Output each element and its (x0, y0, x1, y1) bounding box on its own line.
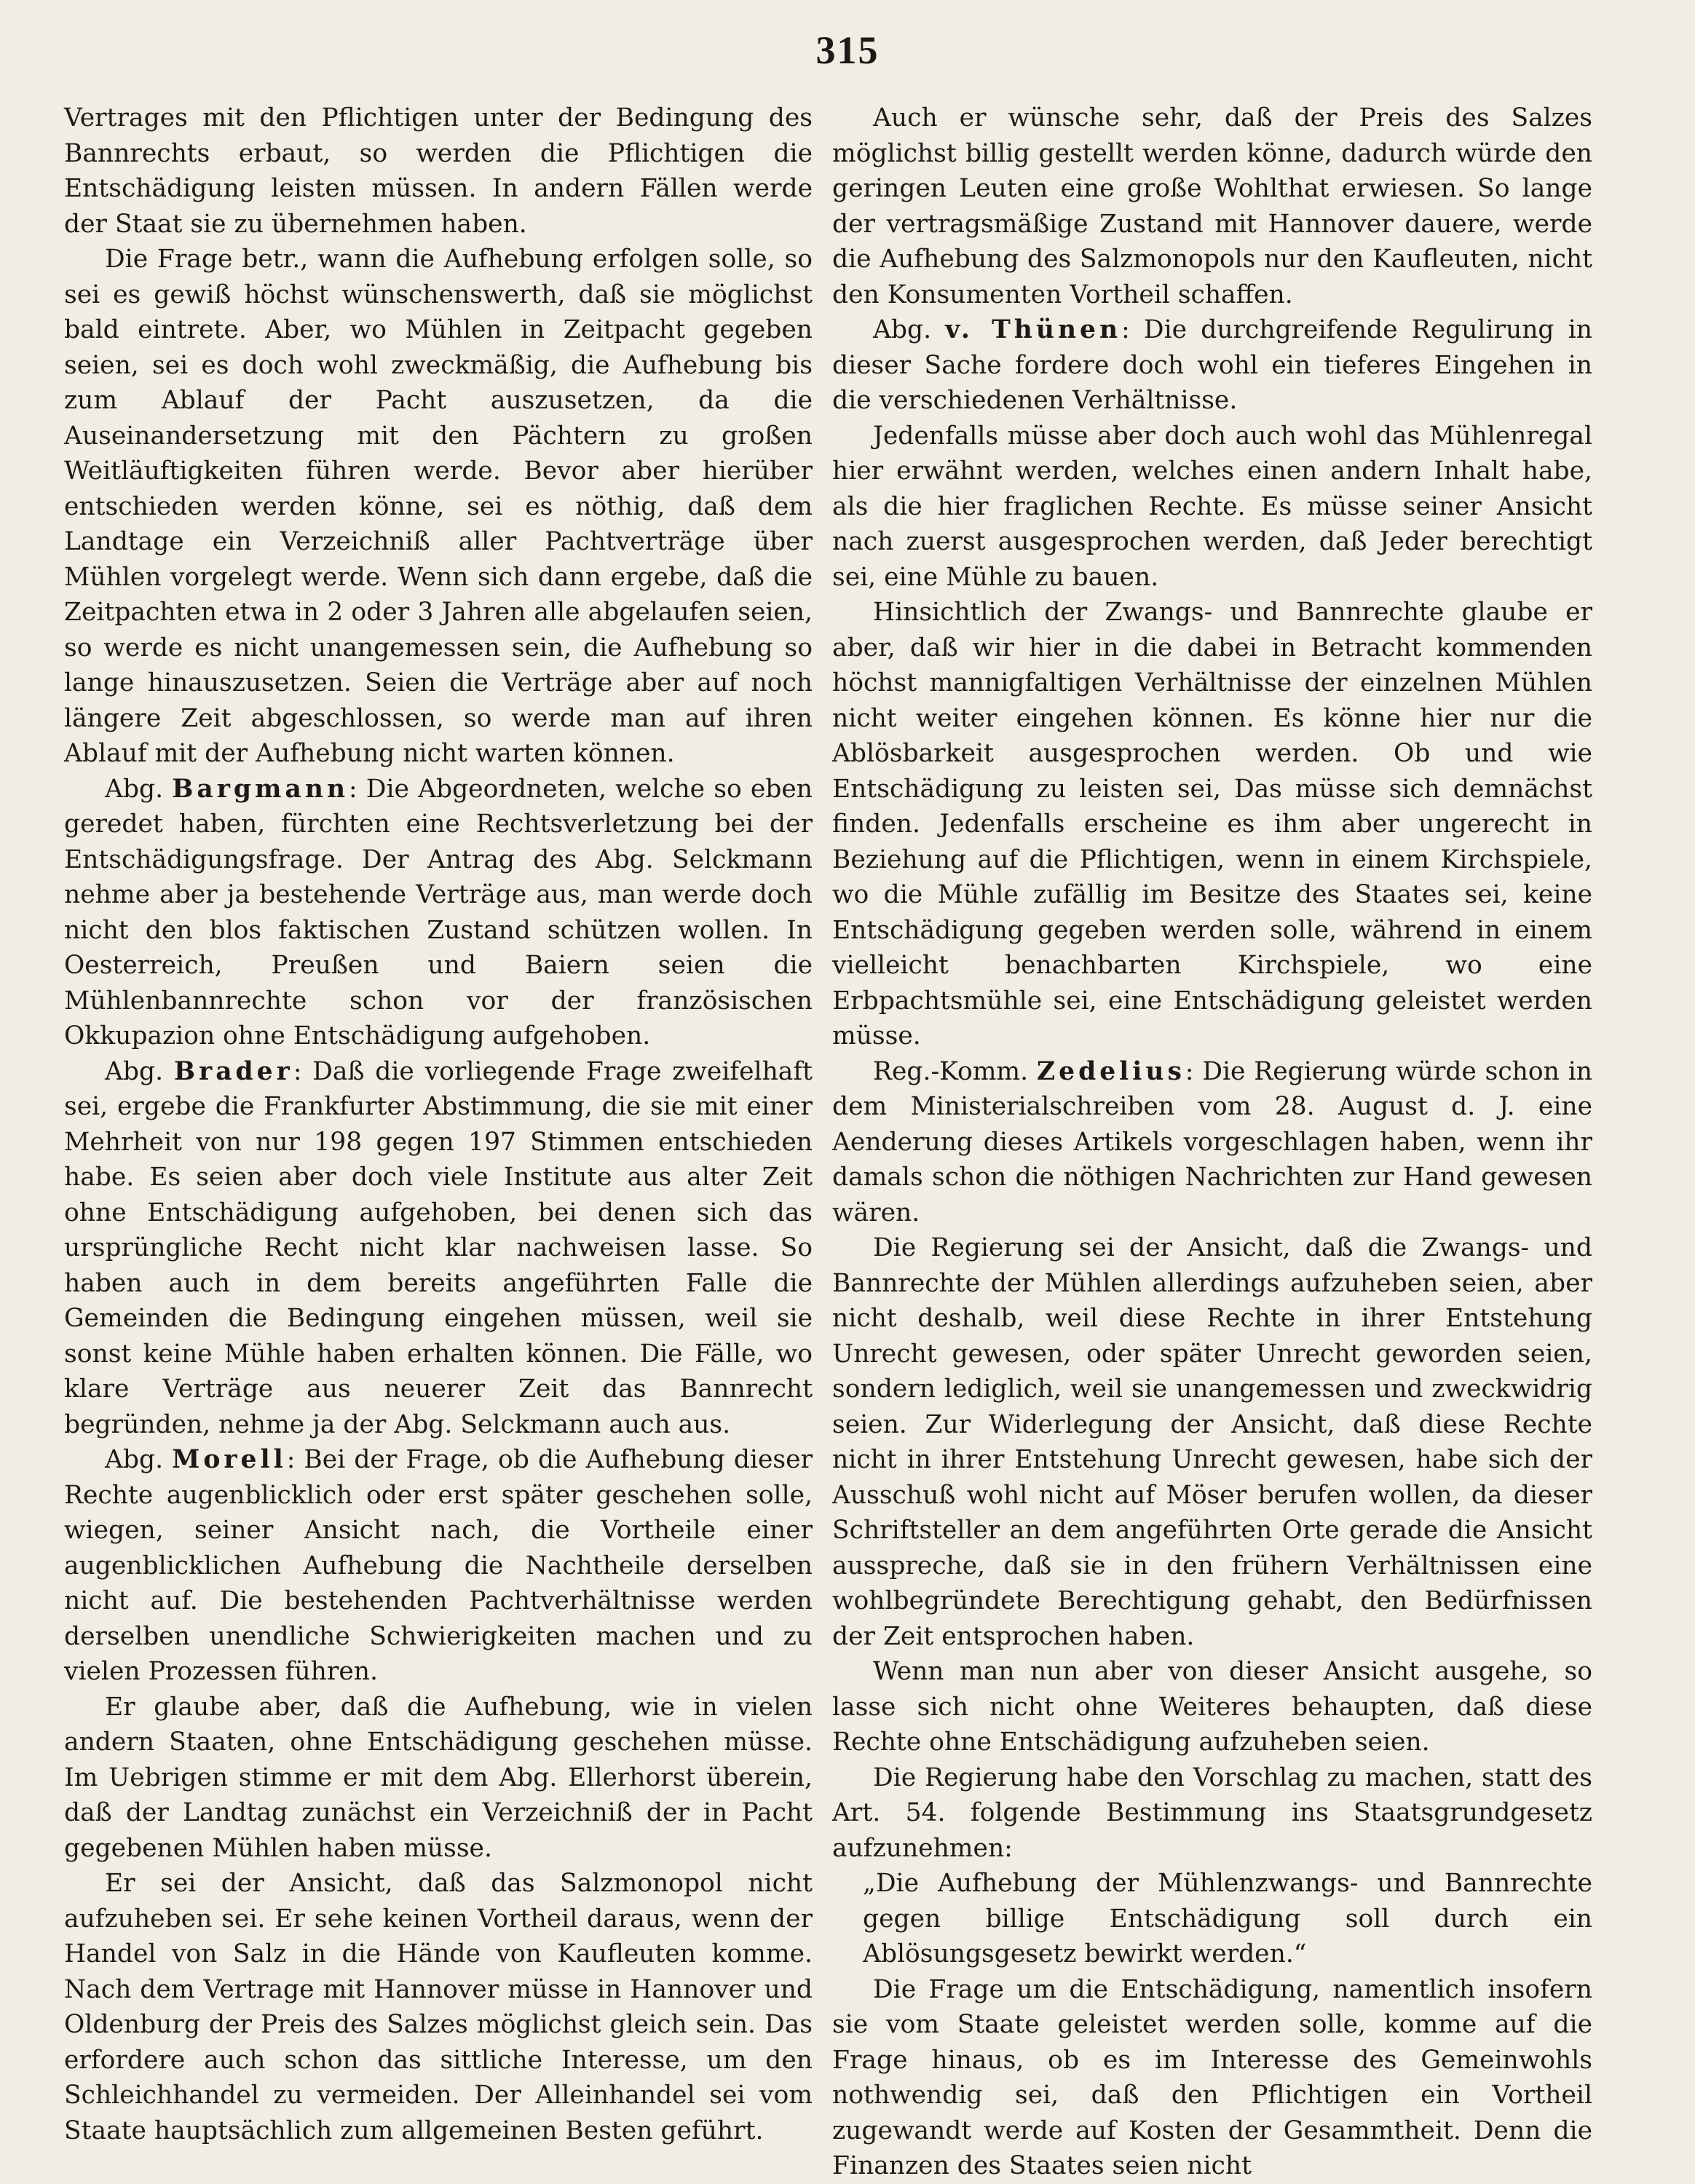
speaker-name: Zedelius (1036, 1056, 1185, 1086)
left-paragraph-5 (64, 1442, 813, 1690)
speaker-title: Abg. (105, 1056, 174, 1086)
right-paragraph-1: Auch er wünsche sehr, daß der Preis des Salzes möglichst billig gestellt werden könne, dadurch würde den geringen Leuten eine große Wohlthat erwiesen. So lange der vertragsmäßige Zustand mit Hannover dauere, werde die Aufhebung des Salzmonopols nur den Kaufleuten, nicht den Konsumenten Vortheil schaffen. (832, 103, 1592, 309)
speech-text: : Daß die vorliegende Frage zweifelhaft sei, ergebe die Frankfurter Abstimmung, die sie mit einer Mehrheit von nur 198 gegen 197 Stimmen entschieden habe. Es seien aber doch viele Institute aus alter Zeit ohne Entschädigung aufgehoben, bei denen sich das ursprüngliche Recht nicht klar nachweisen lasse. So haben auch in dem bereits angeführten Falle die Gemeinden die Bedingung eingehen müssen, weil sie sonst keine Mühle haben erhalten können. Die Fälle, wo klare Verträge aus neuerer Zeit das Bannrecht begründen, nehme ja der Abg. Selckmann auch aus. (64, 1056, 813, 1439)
speech-text: : Die durchgreifende Regulirung in dieser Sache fordere doch wohl ein tieferes Eingehen in die verschiedenen Verhältnisse. (832, 315, 1592, 415)
left-column (64, 100, 813, 2148)
right-paragraph-8: Die Regierung habe den Vorschlag zu machen, statt des Art. 54. folgende Bestimmung ins Staatsgrundgesetz aufzunehmen: (832, 1762, 1592, 1863)
right-paragraph-6: Die Regierung sei der Ansicht, daß die Zwangs- und Bannrechte der Mühlen allerdings aufzuheben seien, aber nicht deshalb, weil diese Rechte in ihrer Entstehung Unrecht gewesen, oder später Unrecht geworden seien, sondern lediglich, weil sie unangemessen und zweckwidrig seien. Zur Widerlegung der Ansicht, daß diese Rechte nicht in ihrer Entstehung Unrecht gewesen, habe sich der Ausschuß wohl nicht auf Möser berufen wollen, da dieser Schriftsteller an dem angeführten Orte gerade die Ansicht ausspreche, daß sie in den frühern Verhältnissen eine wohlbegründete Berechtigung gehabt, den Bedürfnissen der Zeit entsprochen haben. (832, 1233, 1592, 1651)
right-paragraph-9: Die Frage um die Entschädigung, namentlich insofern sie vom Staate geleistet werden solle, komme auf die Frage hinaus, ob es im Interesse des Gemeinwohls nothwendig sei, daß den Pflichtigen ein Vortheil zugewandt werde auf Kosten der Gesammtheit. Denn die Finanzen des Staates seien nicht (832, 1974, 1592, 2180)
speaker-title: Abg. (105, 774, 173, 804)
speaker-name: Bargmann (172, 774, 349, 804)
speech-text: : Die Regierung würde schon in dem Ministerialschreiben vom 28. August d. J. eine Aenderung dieses Artikels vorgeschlagen haben, wenn ihr damals schon die nöthigen Nachrichten zur Hand gewesen wären. (832, 1056, 1592, 1227)
right-paragraph-3: Jedenfalls müsse aber doch auch wohl das Mühlenregal hier erwähnt werden, welches einen andern Inhalt habe, als die hier fraglichen Rechte. Es müsse seiner Ansicht nach zuerst ausgesprochen werden, daß Jeder berechtigt sei, eine Mühle zu bauen. (832, 421, 1592, 592)
speaker-name: v. Thünen (945, 315, 1122, 344)
speaker-name: Morell (172, 1445, 287, 1474)
left-paragraph-6: Er glaube aber, daß die Aufhebung, wie in vielen andern Staaten, ohne Entschädigung geschehen müsse. Im Uebrigen stimme er mit dem Abg. Ellerhorst überein, daß der Landtag zunächst ein Verzeichniß der in Pacht gegebenen Mühlen haben müsse. (64, 1692, 813, 1863)
page-number: 315 (815, 28, 880, 72)
right-column (832, 100, 1592, 2184)
proposal-quote: „Die Aufhebung der Mühlenzwangs- und Bannrechte gegen billige Entschädigung soll durch ein Ablösungsgesetz bewirkt werden.“ (863, 1869, 1592, 1969)
speaker-title: Abg. (873, 315, 946, 344)
left-paragraph-2: Die Frage betr., wann die Aufhebung erfolgen solle, so sei es gewiß höchst wünschenswerth, daß sie möglichst bald eintrete. Aber, wo Mühlen in Zeitpacht gegeben seien, sei es doch wohl zweckmäßig, die Aufhebung bis zum Ablauf der Pacht auszusetzen, da die Auseinandersetzung mit den Pächtern zu großen Weitläuftigkeiten führen werde. Bevor aber hierüber entschieden werden könne, sei es nöthig, daß dem Landtage ein Verzeichniß aller Pachtverträge über Mühlen vorgelegt werde. Wenn sich dann ergebe, daß die Zeitpachten etwa in 2 oder 3 Jahren alle abgelaufen seien, so werde es nicht unangemessen sein, die Aufhebung so lange hinauszusetzen. Seien die Verträge aber auf noch längere Zeit abgeschlossen, so werde man auf ihren Ablauf mit der Aufhebung nicht warten können. (64, 245, 813, 768)
speech-text: : Bei der Frage, ob die Aufhebung dieser Rechte augenblicklich oder erst später geschehen solle, wiegen, seiner Ansicht nach, die Vortheile einer augenblicklichen Aufhebung die Nachtheile derselben nicht auf. Die bestehenden Pachtverhältnisse werden derselben unendliche Schwierigkeiten machen und zu vielen Prozessen führen. (64, 1445, 813, 1686)
left-paragraph-3 (64, 772, 813, 1054)
speaker-title: Abg. (105, 1445, 173, 1474)
speaker-title: Reg.-Komm. (873, 1056, 1037, 1086)
left-paragraph-4 (64, 1054, 813, 1443)
left-paragraph-7: Er sei der Ansicht, daß das Salzmonopol nicht aufzuheben sei. Er sehe keinen Vortheil daraus, wenn der Handel von Salz in die Hände von Kaufleuten komme. Nach dem Vertrage mit Hannover müsse in Hannover und Oldenburg der Preis des Salzes möglichst gleich sein. Das erfordere auch schon das sittliche Interesse, um den Schleichhandel zu vermeiden. Der Alleinhandel sei vom Staate hauptsächlich zum allgemeinen Besten geführt. (64, 1869, 813, 2145)
right-paragraph-5 (832, 1054, 1592, 1231)
speaker-name: Brader (173, 1056, 293, 1086)
left-paragraph-1: Vertrages mit den Pflichtigen unter der Bedingung des Bannrechts erbaut, so werden die Pflichtigen die Entschädigung leisten müssen. In andern Fällen werde der Staat sie zu übernehmen haben. (64, 103, 813, 239)
speech-text: : Die Abgeordneten, welche so eben geredet haben, fürchten eine Rechtsverletzung bei der Entschädigungsfrage. Der Antrag des Abg. Selckmann nehme aber ja bestehende Verträge aus, man werde doch nicht den blos faktischen Zustand schützen wollen. In Oesterreich, Preußen und Baiern seien die Mühlenbannrechte schon vor der französischen Okkupazion ohne Entschädigung aufgehoben. (64, 774, 813, 1051)
right-paragraph-4: Hinsichtlich der Zwangs- und Bannrechte glaube er aber, daß wir hier in die dabei in Betracht kommenden höchst mannigfaltigen Verhältnisse der einzelnen Mühlen nicht weiter eingehen können. Es könne hier nur die Ablösbarkeit ausgesprochen werden. Ob und wie Entschädigung zu leisten sei, Das müsse sich demnächst finden. Jedenfalls erscheine es ihm aber ungerecht in Beziehung auf die Pflichtigen, wenn in einem Kirchspiele, wo die Mühle zufällig im Besitze des Staates sei, keine Entschädigung gegeben werden solle, während in einem vielleicht benachbarten Kirchspiele, wo eine Erbpachtsmühle sei, eine Entschädigung geleistet werden müsse. (832, 598, 1592, 1051)
right-paragraph-7: Wenn man nun aber von dieser Ansicht ausgehe, so lasse sich nicht ohne Weiteres behaupten, daß diese Rechte ohne Entschädigung aufzuheben seien. (832, 1657, 1592, 1757)
right-paragraph-2 (832, 312, 1592, 419)
